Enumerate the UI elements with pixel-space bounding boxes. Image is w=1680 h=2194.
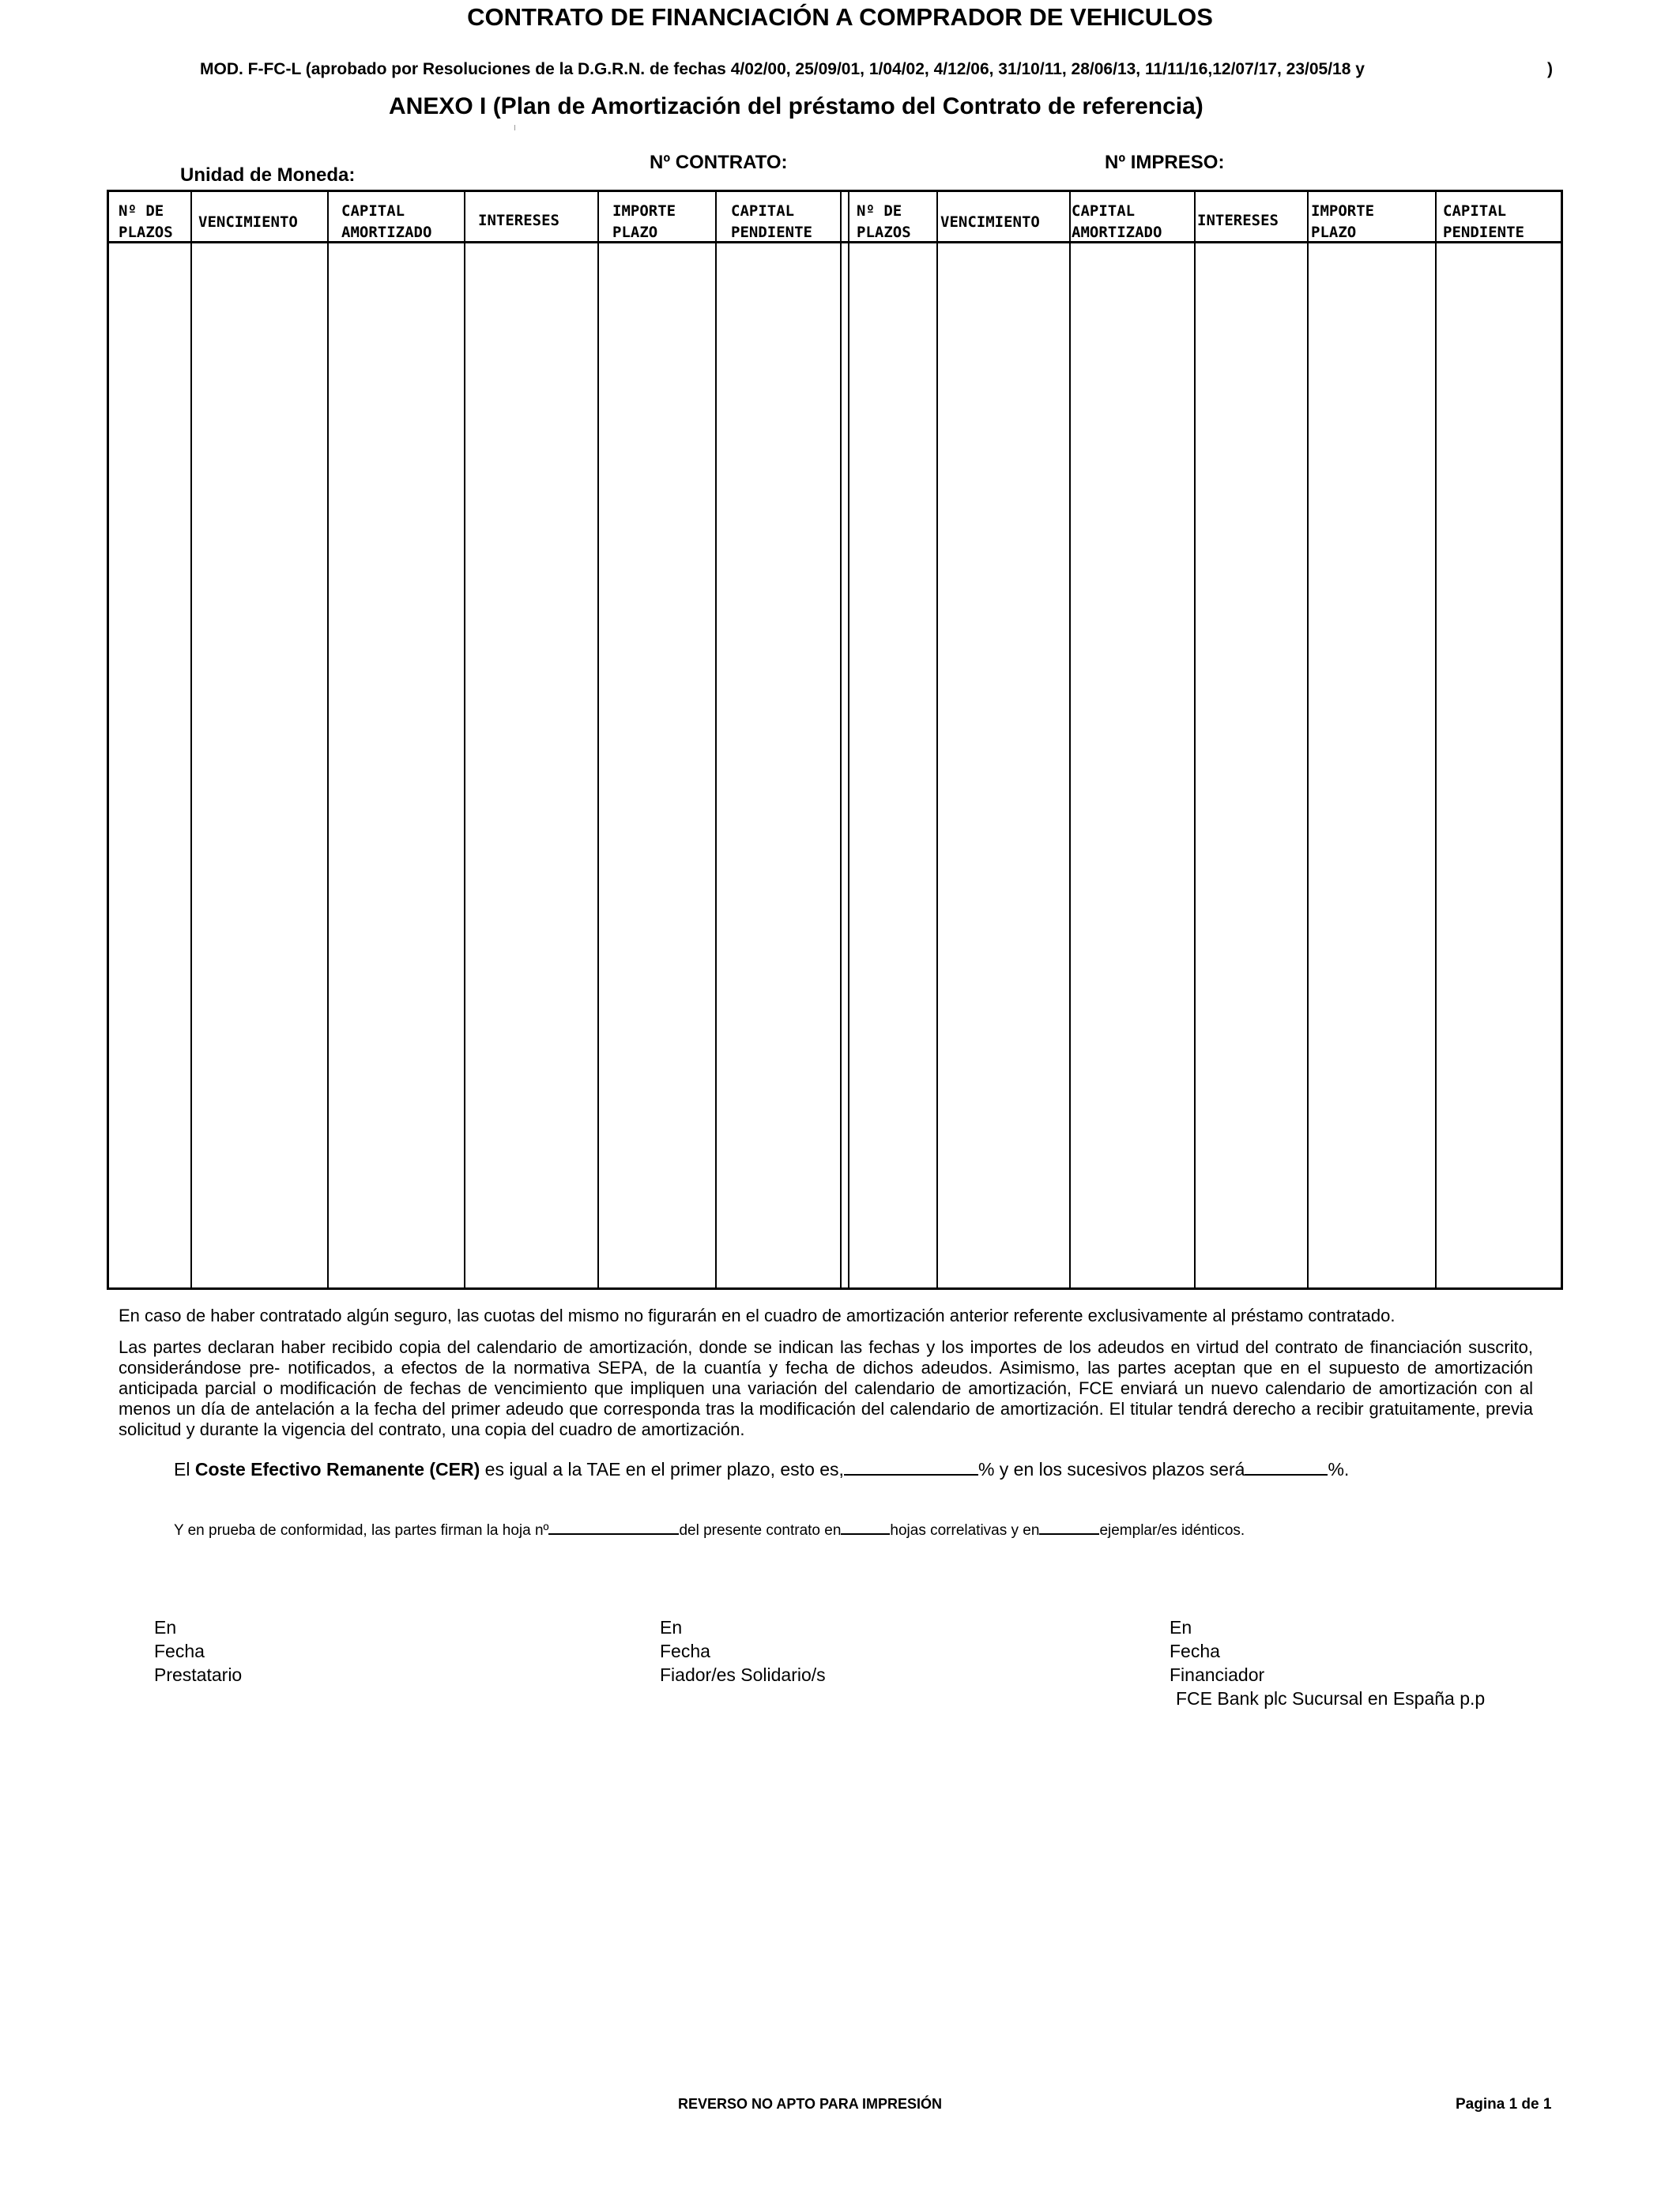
conformity-statement: Y en prueba de conformidad, las partes firman la hoja nº del presente contrato en hojas correlativas y en ejemplar/es idénticos. — [174, 1522, 1245, 1539]
model-approval-line: MOD. F-FC-L (aprobado por Resoluciones de la D.G.R.N. de fechas 4/02/00, 25/09/01, 1/04/02, 4/12/06, 31/10/11, 28/06/13, 11/11/16,12/07/17, 23/05/18 y — [200, 60, 1365, 78]
header-importe-plazo: IMPORTE PLAZO — [1311, 202, 1375, 241]
sheet-number-blank[interactable] — [548, 1521, 679, 1535]
annex-title: ANEXO I (Plan de Amortización del préstamo del Contrato de referencia) — [389, 93, 1203, 119]
column-divider — [1069, 190, 1071, 1290]
cer-subsequent-rate-blank[interactable] — [1245, 1460, 1328, 1476]
printed-number-label: Nº IMPRESO: — [1105, 152, 1225, 173]
column-divider — [936, 190, 938, 1290]
cer-first-rate-blank[interactable] — [844, 1460, 978, 1476]
signature-block-lender: En Fecha Financiador FCE Bank plc Sucursal en España p.p — [1170, 1617, 1486, 1709]
contract-number-label: Nº CONTRATO: — [650, 152, 788, 173]
column-divider — [715, 190, 717, 1290]
sheet-count-blank[interactable] — [841, 1521, 890, 1535]
column-divider — [597, 190, 599, 1290]
header-plazos: Nº DE PLAZOS — [857, 202, 911, 241]
column-divider — [1435, 190, 1437, 1290]
column-divider-double — [848, 190, 849, 1290]
currency-label: Unidad de Moneda: — [180, 164, 356, 186]
stray-mark — [514, 125, 515, 130]
signature-block-borrower: En Fecha Prestatario — [154, 1617, 243, 1685]
column-divider — [190, 190, 192, 1290]
cer-statement: El Coste Efectivo Remanente (CER) es igual a la TAE en el primer plazo, esto es, % y en los sucesivos plazos será %. — [174, 1459, 1350, 1480]
header-plazos: Nº DE PLAZOS — [119, 202, 173, 241]
header-capital-amortizado: CAPITAL AMORTIZADO — [341, 202, 432, 241]
column-divider — [1194, 190, 1196, 1290]
header-intereses: INTERESES — [478, 212, 559, 229]
header-vencimiento: VENCIMIENTO — [940, 213, 1040, 231]
reverse-notice: REVERSO NO APTO PARA IMPRESIÓN — [678, 2096, 943, 2112]
document-title: CONTRATO DE FINANCIACIÓN A COMPRADOR DE VEHICULOS — [467, 3, 1213, 31]
header-capital-pendiente: CAPITAL PENDIENTE — [1443, 202, 1524, 241]
signature-block-guarantor: En Fecha Fiador/es Solidario/s — [660, 1617, 826, 1685]
model-approval-close: ) — [1547, 60, 1553, 78]
column-divider — [840, 190, 842, 1290]
header-capital-amortizado: CAPITAL AMORTIZADO — [1072, 202, 1162, 241]
header-vencimiento: VENCIMIENTO — [198, 213, 298, 231]
insurance-note: En caso de haber contratado algún seguro, las cuotas del mismo no figurarán en el cuadro de amortización anterior referente exclusivamente al préstamo contratado. — [119, 1306, 1396, 1325]
amortization-table — [107, 190, 1563, 1290]
header-importe-plazo: IMPORTE PLAZO — [612, 202, 676, 241]
cer-term: Coste Efectivo Remanente (CER) — [194, 1459, 480, 1480]
copies-count-blank[interactable] — [1039, 1521, 1099, 1535]
column-divider — [327, 190, 329, 1290]
sepa-paragraph: Las partes declaran haber recibido copia del calendario de amortización, donde se indican las fechas y los importes de los adeudos en virtud del contrato de financiación suscrito, considerándose pre- notificados, a efectos de la normativa SEPA, de la cuantía y fecha de dichos adeudos. Asimismo, las partes aceptan que en el supuesto de amortización anticipada parcial o modificación de fechas de vencimiento que impliquen una variación del calendario de amortización, FCE enviará un nuevo calendario de amortización con al menos un día de antelación a la fecha del primer adeudo que corresponda tras la modificación del calendario de amortización. El titular tendrá derecho a recibir gratuitamente, previa solicitud y durante la vigencia del contrato, una copia del cuadro de amortización. — [119, 1337, 1533, 1439]
column-divider — [1307, 190, 1309, 1290]
page-number: Pagina 1 de 1 — [1456, 2096, 1552, 2113]
header-capital-pendiente: CAPITAL PENDIENTE — [731, 202, 812, 241]
column-divider — [464, 190, 465, 1290]
header-intereses: INTERESES — [1197, 212, 1279, 229]
